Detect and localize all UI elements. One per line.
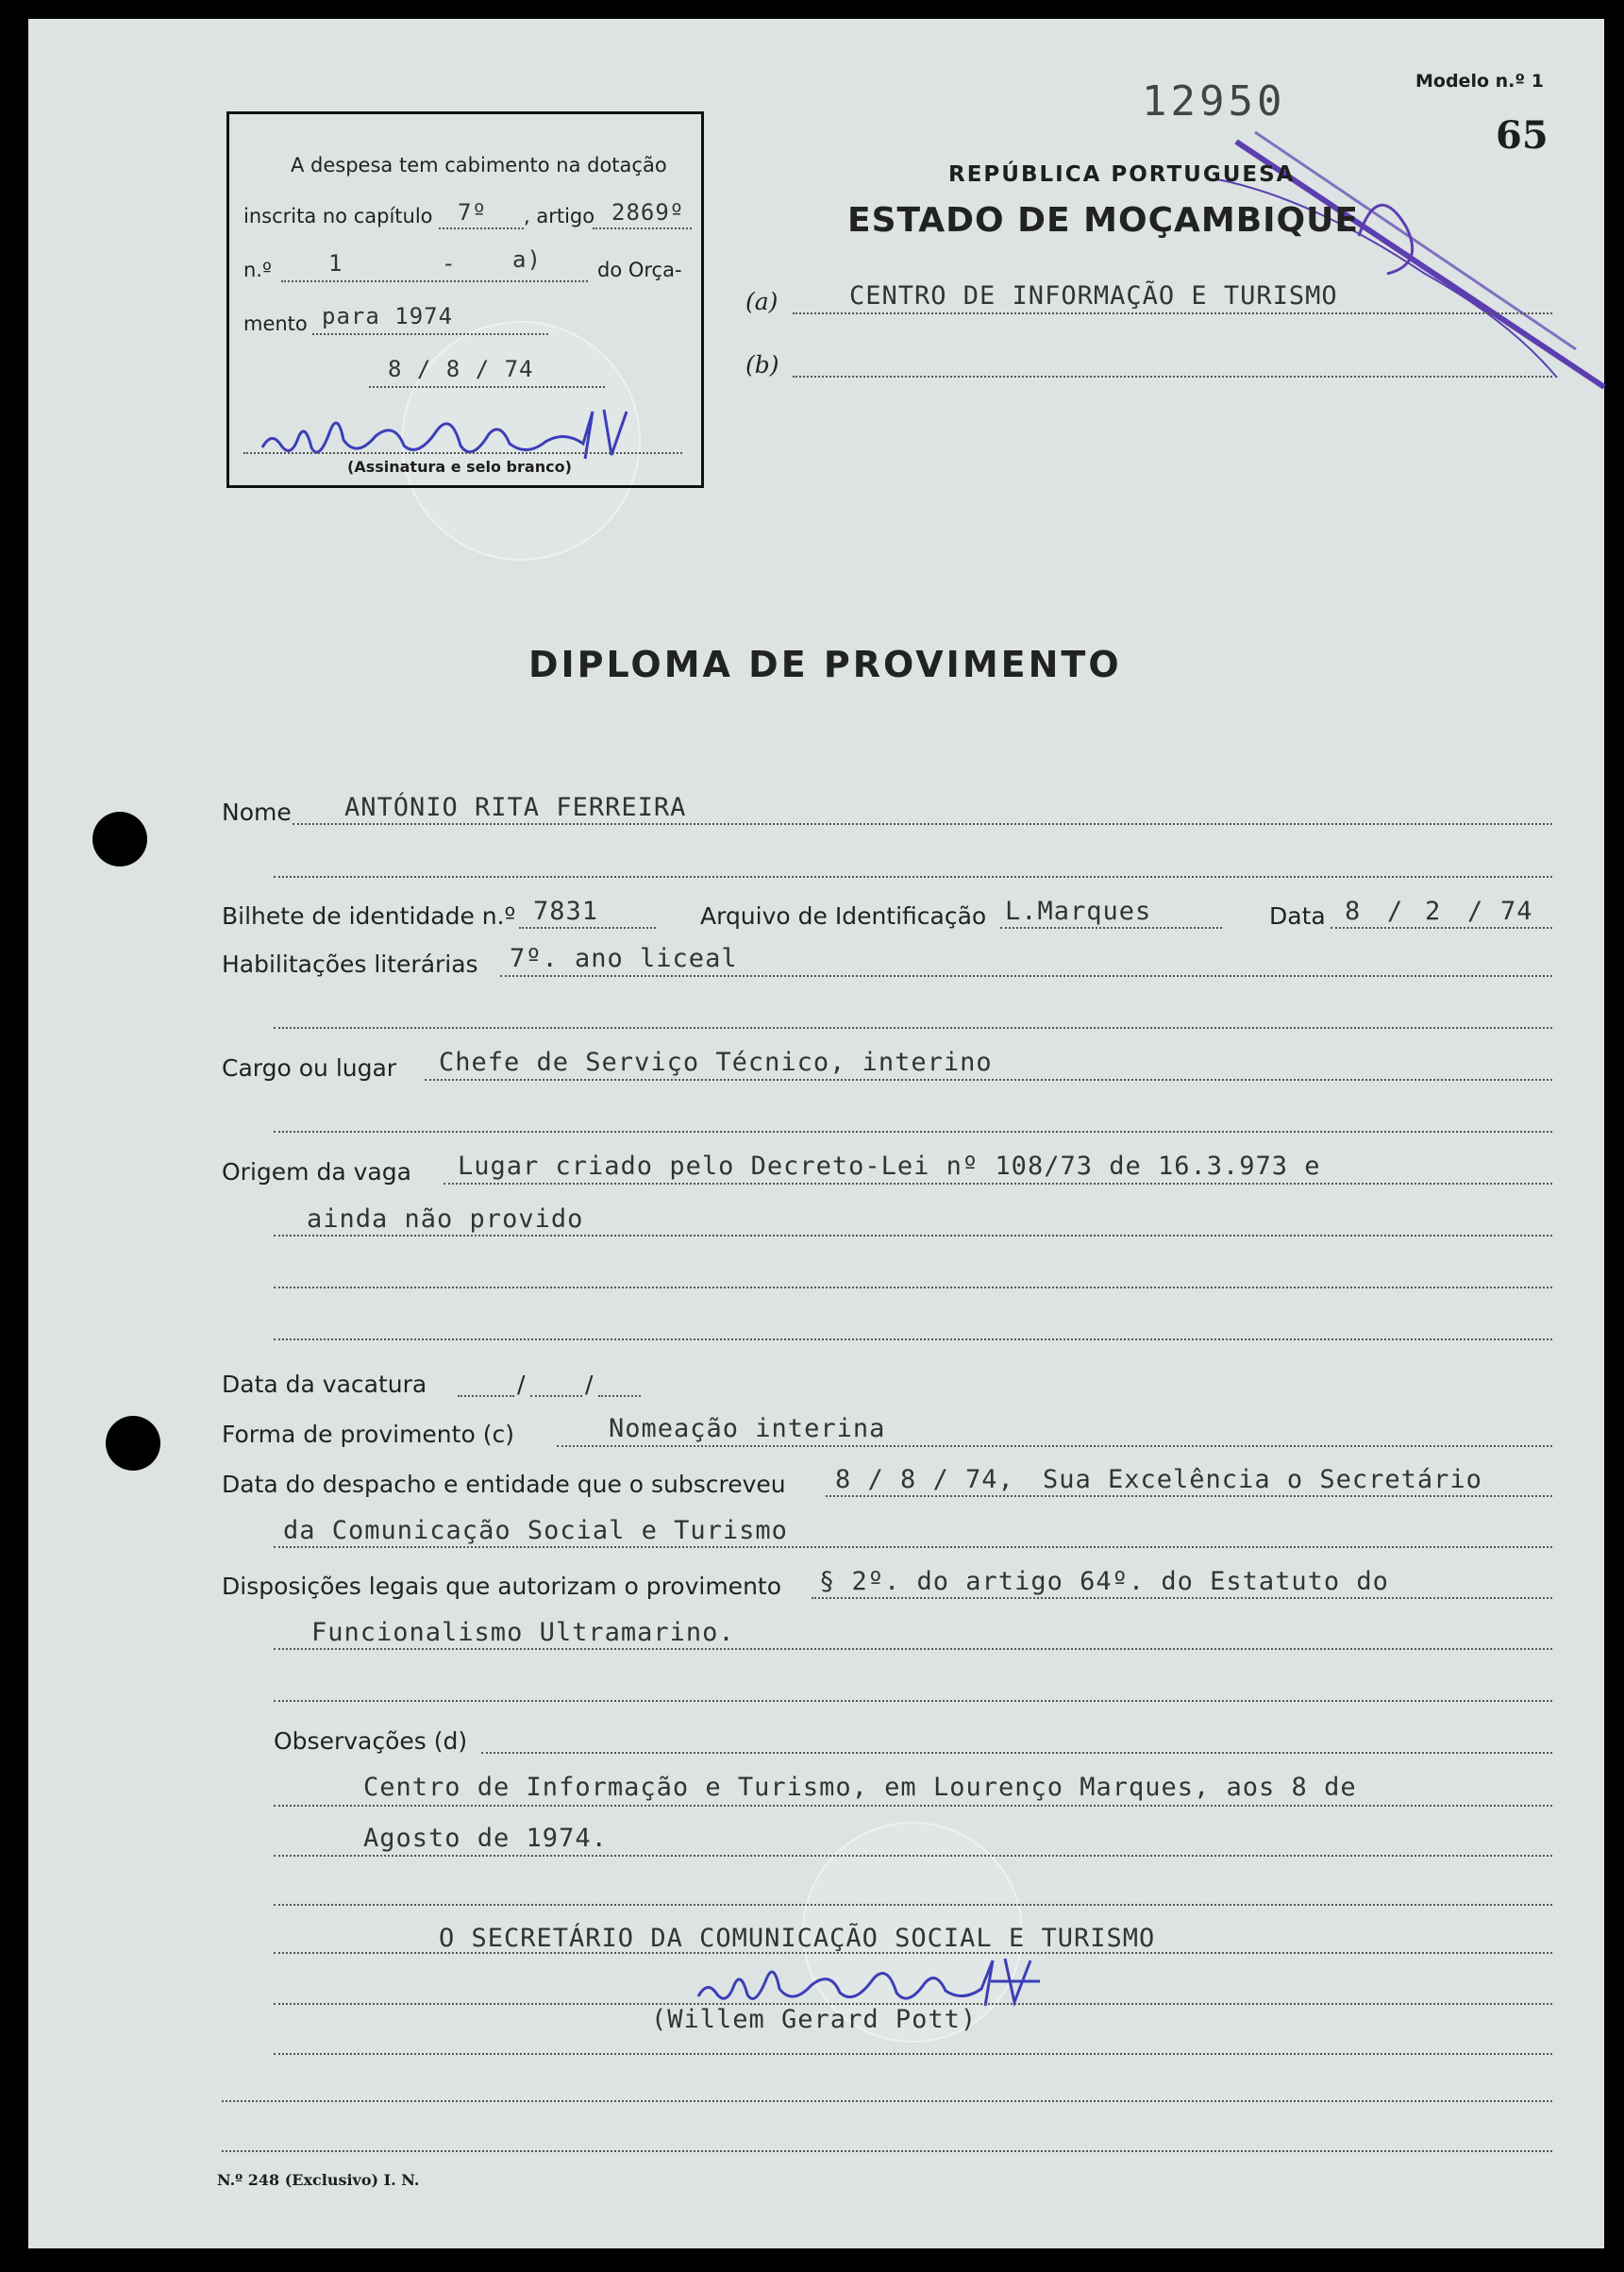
b-value-line	[793, 376, 1552, 378]
n-label: n.º	[243, 259, 272, 281]
vacatura-sep-2: /	[585, 1371, 594, 1398]
signatory-name: (Willem Gerard Pott)	[651, 2005, 978, 2034]
artigo-label: , artigo	[524, 205, 595, 227]
model-number: Modelo n.º 1	[1415, 71, 1544, 92]
inscrita-label: inscrita no capítulo	[243, 205, 433, 227]
budget-allocation-box	[226, 111, 704, 488]
cargo-value: Chefe de Serviço Técnico, interino	[439, 1048, 993, 1077]
state-heading: ESTADO DE MOÇAMBIQUE	[847, 201, 1359, 240]
obs-label: Observações (d)	[274, 1727, 468, 1755]
punch-hole-bottom	[106, 1416, 160, 1471]
arquivo-label: Arquivo de Identificação	[700, 902, 987, 930]
punch-hole-top	[92, 812, 147, 867]
signature-caption: (Assinatura e selo branco)	[347, 458, 572, 476]
n-value: 1	[328, 250, 343, 277]
nome-value: ANTÓNIO RITA FERREIRA	[344, 793, 687, 822]
despacho-entity-2: da Comunicação Social e Turismo	[283, 1516, 788, 1545]
data-month: 2	[1425, 897, 1442, 926]
document-title: DIPLOMA DE PROVIMENTO	[528, 644, 1122, 685]
origem-value-2: ainda não provido	[307, 1204, 584, 1234]
arquivo-value: L.Marques	[1005, 897, 1152, 926]
data-label: Data	[1269, 902, 1326, 930]
capitulo-value: 7º	[458, 199, 487, 226]
a-value: CENTRO DE INFORMAÇÃO E TURISMO	[849, 281, 1338, 311]
disp-value-2: Funcionalismo Ultramarino.	[311, 1618, 735, 1647]
obs-value-2: Agosto de 1974.	[363, 1824, 608, 1853]
mento-label: mento	[243, 312, 308, 335]
bilhete-label: Bilhete de identidade n.º	[222, 902, 516, 930]
mento-value: para 1974	[322, 303, 454, 329]
budget-signature	[253, 393, 649, 468]
alinea-value: a)	[512, 246, 542, 273]
disp-label: Disposições legais que autorizam o provimento	[222, 1573, 782, 1600]
despacho-entity-1: Sua Excelência o Secretário	[1043, 1465, 1482, 1494]
disp-value-1: § 2º. do artigo 64º. do Estatuto do	[819, 1567, 1389, 1596]
data-sep-2: /	[1467, 897, 1484, 926]
b-marker: (b)	[745, 351, 779, 379]
hab-label: Habilitações literárias	[222, 951, 478, 978]
despacho-date: 8 / 8 / 74,	[835, 1465, 1014, 1494]
vacatura-label: Data da vacatura	[222, 1371, 427, 1398]
vacatura-sep-1: /	[517, 1371, 526, 1398]
forma-label: Forma de provimento (c)	[222, 1421, 514, 1448]
register-number: 12950	[1142, 77, 1286, 126]
budget-line1: A despesa tem cabimento na dotação	[291, 154, 667, 177]
origem-label: Origem da vaga	[222, 1158, 411, 1186]
nome-label: Nome	[222, 799, 292, 826]
orcamento-label: do Orça-	[597, 259, 682, 281]
artigo-value: 2869º	[611, 199, 685, 226]
purple-stamp-mark	[1198, 104, 1624, 396]
republic-heading: REPÚBLICA PORTUGUESA	[948, 162, 1296, 187]
document-page	[28, 19, 1604, 2248]
signatory-role: O SECRETÁRIO DA COMUNICAÇÃO SOCIAL E TURISMO	[439, 1924, 1156, 1953]
page-number: 65	[1496, 113, 1549, 158]
hab-value: 7º. ano liceal	[510, 944, 738, 973]
data-day: 8	[1345, 897, 1362, 926]
origem-value-1: Lugar criado pelo Decreto-Lei nº 108/73 de 16.3.973 e	[458, 1152, 1321, 1181]
a-marker: (a)	[745, 288, 779, 315]
cargo-label: Cargo ou lugar	[222, 1054, 397, 1082]
obs-value-1: Centro de Informação e Turismo, em Lourenço Marques, aos 8 de	[363, 1773, 1357, 1802]
footer-note: N.º 248 (Exclusivo) I. N.	[217, 2171, 420, 2189]
budget-date: 8 / 8 / 74	[388, 356, 534, 382]
data-sep-1: /	[1387, 897, 1404, 926]
bilhete-value: 7831	[533, 897, 599, 926]
data-year: 74	[1500, 897, 1533, 926]
forma-value: Nomeação interina	[609, 1414, 886, 1443]
despacho-label: Data do despacho e entidade que o subscreveu	[222, 1471, 786, 1498]
n-dash: -	[442, 250, 457, 277]
